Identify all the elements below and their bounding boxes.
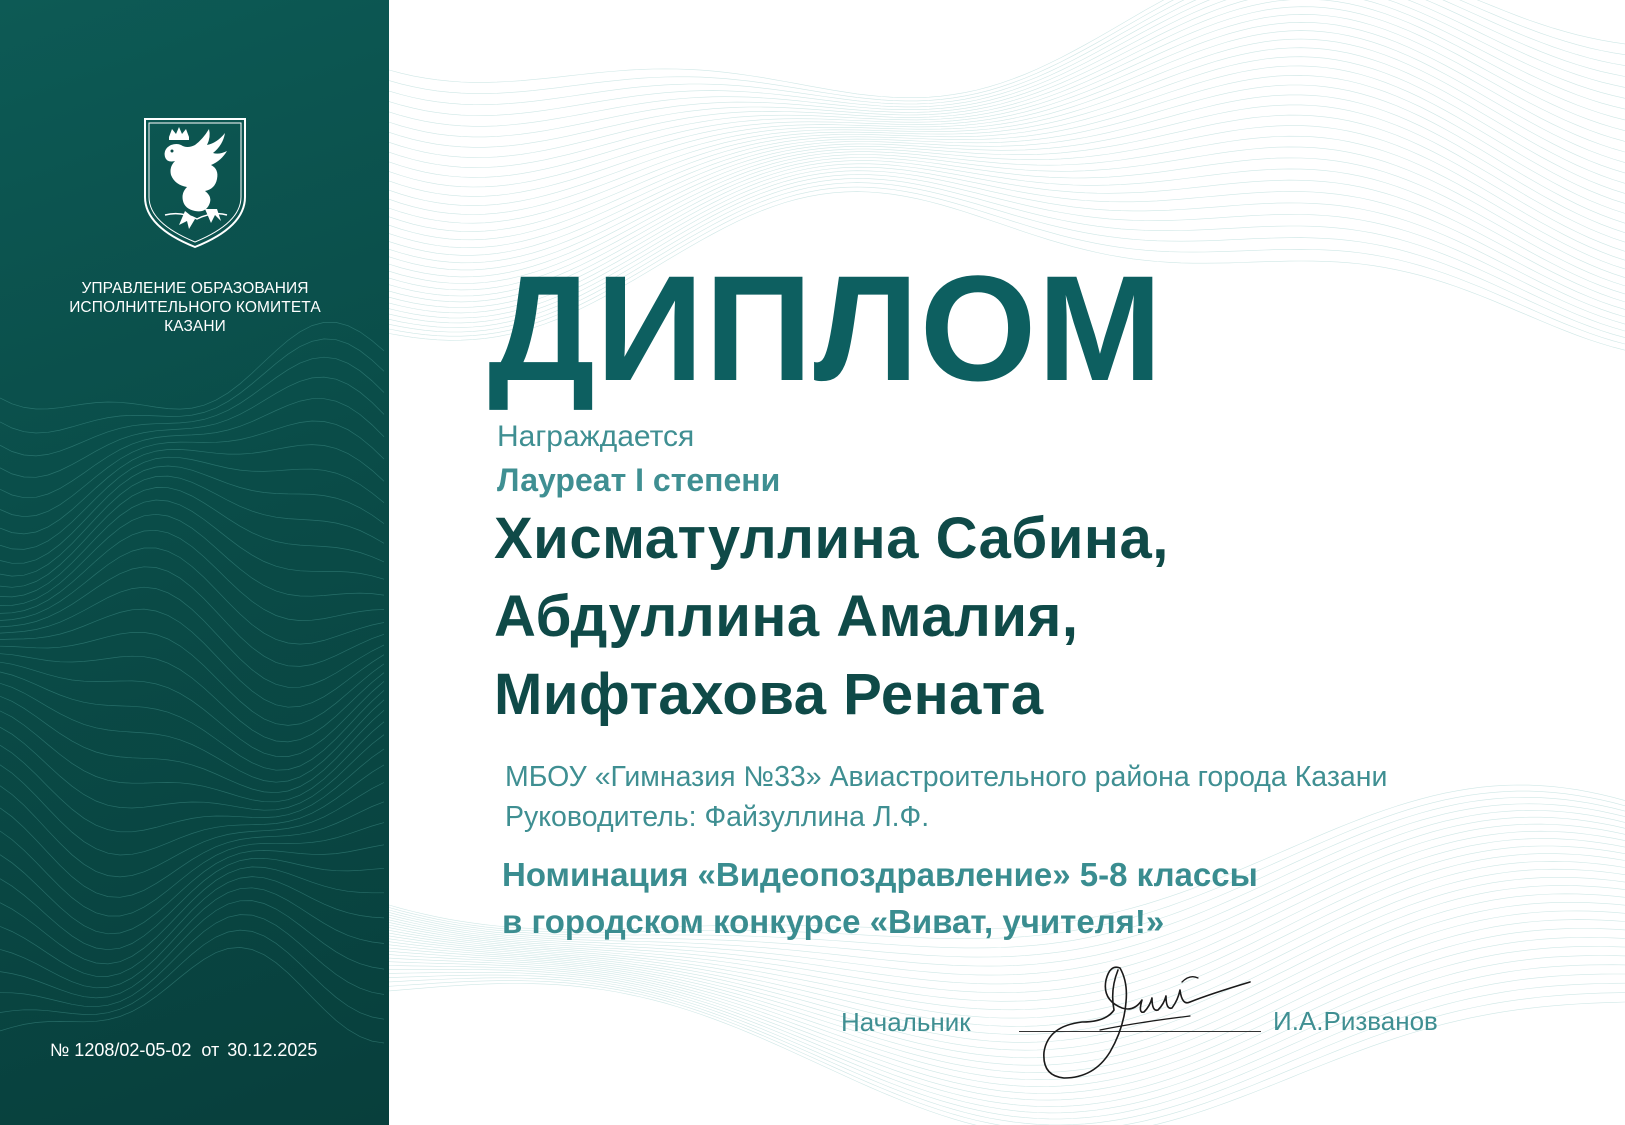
wave-line (0, 476, 384, 576)
nomination-line: в городском конкурсе «Виват, учителя!» (502, 903, 1165, 940)
wave-line (0, 888, 384, 988)
signatory-name: И.А.Ризванов (1273, 1006, 1438, 1036)
wave-line (0, 672, 384, 770)
handwritten-signature (1040, 960, 1260, 1085)
wave-line (0, 548, 384, 644)
wave-line (0, 662, 384, 756)
wave-line (389, 57, 1625, 224)
wave-line (389, 956, 1625, 1107)
wave-line (389, 31, 1625, 197)
kazan-coat-of-arms-icon (141, 115, 249, 251)
wave-line (389, 0, 1625, 101)
wave-line (0, 488, 384, 588)
wave-line (0, 567, 384, 667)
wave-line (0, 858, 384, 949)
wave-line (389, 39, 1625, 206)
wave-line (0, 399, 384, 498)
awardee-name: Мифтахова Рената (494, 662, 1044, 727)
wave-line (389, 0, 1625, 137)
wave-line (0, 357, 384, 456)
wave-line (389, 978, 1625, 1125)
org-line: УПРАВЛЕНИЕ ОБРАЗОВАНИЯ (81, 280, 309, 297)
awardee-names (494, 500, 1169, 734)
school-name: МБОУ «Гимназия №33» Авиастроительного района города Казани (505, 761, 1388, 793)
wave-line (0, 377, 384, 477)
school-info (505, 757, 1387, 837)
org-line: КАЗАНИ (164, 318, 226, 335)
wave-line (389, 965, 1625, 1113)
wave-line (0, 339, 384, 433)
wave-line (389, 0, 1625, 98)
nomination-line: Номинация «Видеопоздравление» 5-8 классы (502, 856, 1258, 893)
wave-line (0, 421, 384, 517)
doc-number-value: № 1208/02-05-02 (50, 1040, 192, 1060)
wave-line (389, 981, 1625, 1125)
doc-from-label: от (201, 1040, 220, 1060)
wave-line (389, 95, 1625, 255)
wave-line (389, 974, 1625, 1119)
wave-line (0, 500, 384, 597)
supervisor: Руководитель: Файзуллина Л.Ф. (505, 801, 930, 833)
wave-line (0, 632, 384, 725)
wave-line (0, 947, 384, 1043)
wave-line (0, 530, 384, 620)
wave-line (389, 75, 1625, 240)
org-line: ИСПОЛНИТЕЛЬНОГО КОМИТЕТА (69, 299, 321, 316)
awardee-name: Абдуллина Амалия, (494, 584, 1079, 649)
nomination (502, 851, 1258, 945)
wave-line (0, 609, 384, 707)
awarded-label: Награждается (497, 420, 695, 453)
signatory-role: Начальник (841, 1007, 971, 1037)
organization-name (20, 279, 370, 336)
diploma-title: ДИПЛОМ (488, 244, 1164, 412)
wave-line (389, 7, 1625, 168)
wave-line (0, 901, 384, 998)
document-number (50, 1040, 317, 1061)
wave-line (389, 946, 1625, 1100)
laureate-degree: Лауреат I степени (497, 462, 781, 498)
left-panel (0, 0, 389, 1125)
wave-line (0, 587, 384, 687)
awardee-name: Хисматуллина Сабина, (494, 506, 1169, 571)
wave-line (0, 727, 384, 810)
wave-line (0, 514, 384, 605)
wave-line (0, 654, 384, 742)
doc-date: 30.12.2025 (227, 1040, 318, 1060)
wave-line (0, 466, 384, 563)
wave-line (0, 802, 384, 898)
wave-line (389, 22, 1625, 187)
wave-line (0, 823, 384, 916)
wave-line (0, 765, 384, 855)
wave-line (0, 915, 384, 1007)
